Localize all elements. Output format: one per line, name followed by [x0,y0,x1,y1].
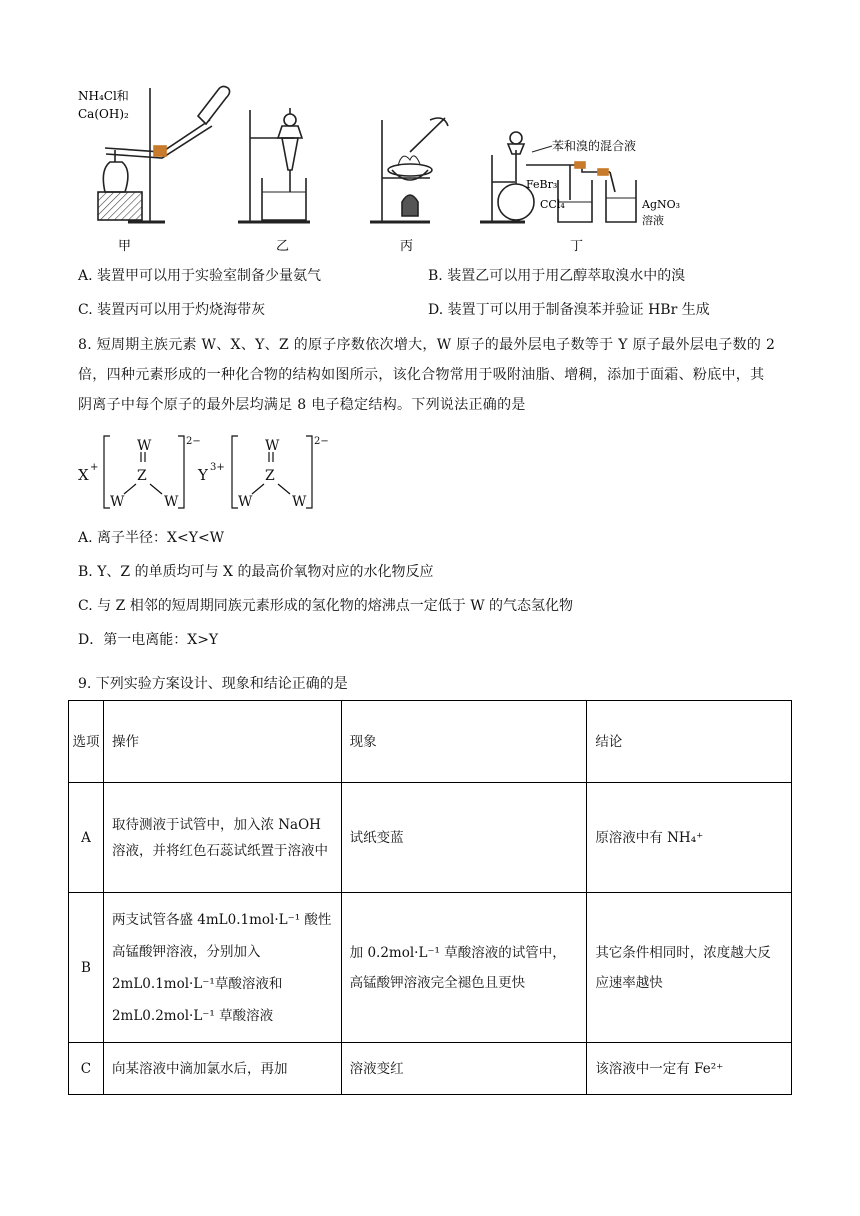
row-a-operation: 取待测液于试管中，加入浓 NaOH 溶液，并将红色石蕊试纸置于溶液中 [103,783,341,893]
anion-1-w-top: W [137,438,152,454]
anion-2-w-left: W [238,494,253,510]
q7-option-a: A. 装置甲可以用于实验室制备少量氨气 [78,268,322,284]
row-b-conclusion: 其它条件相同时，浓度越大反应速率越快 [587,893,792,1043]
q8-option-c: C. 与 Z 相邻的短周期同族元素形成的氢化物的熔沸点一定低于 W 的气态氢化物 [78,598,574,614]
ding-ccl4-label: CCl₄ [540,198,565,211]
table-row [69,783,792,893]
q8-option-b: B. Y、Z 的单质均可与 X 的最高价氧物对应的水化物反应 [78,564,434,580]
ding-mix-label: 苯和溴的混合液 [552,139,637,153]
anion-2-charge: 2− [314,436,329,447]
figure-label-yi: 乙 [276,239,290,254]
row-c-operation: 向某溶液中滴加氯水后，再加 [103,1043,341,1095]
anion-1-z: Z [137,468,147,484]
row-a-phenomenon: 试纸变蓝 [341,783,587,893]
apparatus-bing [370,118,448,222]
row-b-option: B [69,893,104,1043]
cation-y: Y [198,466,208,484]
header-option: 选项 [69,701,104,783]
q7-option-c: C. 装置丙可以用于灼烧海带灰 [78,302,266,318]
row-a-conclusion: 原溶液中有 NH₄⁺ [587,783,792,893]
anion-2-w-right: W [292,494,307,510]
anion-2-w-top: W [265,438,280,454]
anion-2-z: Z [265,468,275,484]
ding-solution-label: 溶液 [642,214,664,227]
figure-label-jia: 甲 [118,239,132,254]
q7-option-b: B. 装置乙可以用于用乙醇萃取溴水中的溴 [428,268,686,284]
cation-x-charge: + [90,462,99,473]
jia-reagent-label-2: Ca(OH)₂ [78,107,129,121]
row-b-phenomenon: 加 0.2mol·L⁻¹ 草酸溶液的试管中，高锰酸钾溶液完全褪色且更快 [341,893,587,1043]
q7-option-d: D. 装置丁可以用于制备溴苯并验证 HBr 生成 [428,302,710,318]
ding-catalyst-label: FeBr₃ [526,178,558,191]
q9-table [68,700,792,1095]
header-phenomenon: 现象 [341,701,587,783]
cation-y-charge: 3+ [210,462,225,473]
anion-1-charge: 2− [186,436,201,447]
q8-stem: 8. 短周期主族元素 W、X、Y、Z 的原子序数依次增大，W 原子的最外层电子数等于 Y 原子最外层电子数的 2 倍，四种元素形成的一种化合物的结构如图所示，该化合物常用于吸附油脂、增稠，添加于面霜、粉底中，其阴离子中每个原子的最外层均满足 8 电子稳定结构。下列说法正确的是 [78,337,776,413]
ding-agno3-label: AgNO₃ [642,198,681,211]
q8-option-a: A. 离子半径：X<Y<W [78,530,225,546]
jia-reagent-label-1: NH₄Cl和 [78,89,129,103]
anion-1-w-right: W [164,494,179,510]
row-b-operation: 两支试管各盛 4mL0.1mol·L⁻¹ 酸性高锰酸钾溶液，分别加入 2mL0.1mol·L⁻¹草酸溶液和 2mL0.2mol·L⁻¹ 草酸溶液 [103,893,341,1043]
row-c-phenomenon: 溶液变红 [341,1043,587,1095]
q8-structure-diagram [78,432,358,512]
table-header-row [69,701,792,783]
apparatus-yi [238,108,310,222]
table-row [69,893,792,1043]
row-a-option: A [69,783,104,893]
q8-option-d: D．第一电离能：X>Y [78,632,219,648]
row-c-option: C [69,1043,104,1095]
apparatus-figure [70,80,710,260]
anion-1-w-left: W [110,494,125,510]
header-conclusion: 结论 [587,701,792,783]
cation-x: X [78,466,89,484]
header-operation: 操作 [103,701,341,783]
table-row [69,1043,792,1095]
figure-label-ding: 丁 [570,239,584,254]
figure-label-bing: 丙 [400,239,414,254]
q9-stem: 9. 下列实验方案设计、现象和结论正确的是 [78,676,348,692]
row-c-conclusion: 该溶液中一定有 Fe²⁺ [587,1043,792,1095]
